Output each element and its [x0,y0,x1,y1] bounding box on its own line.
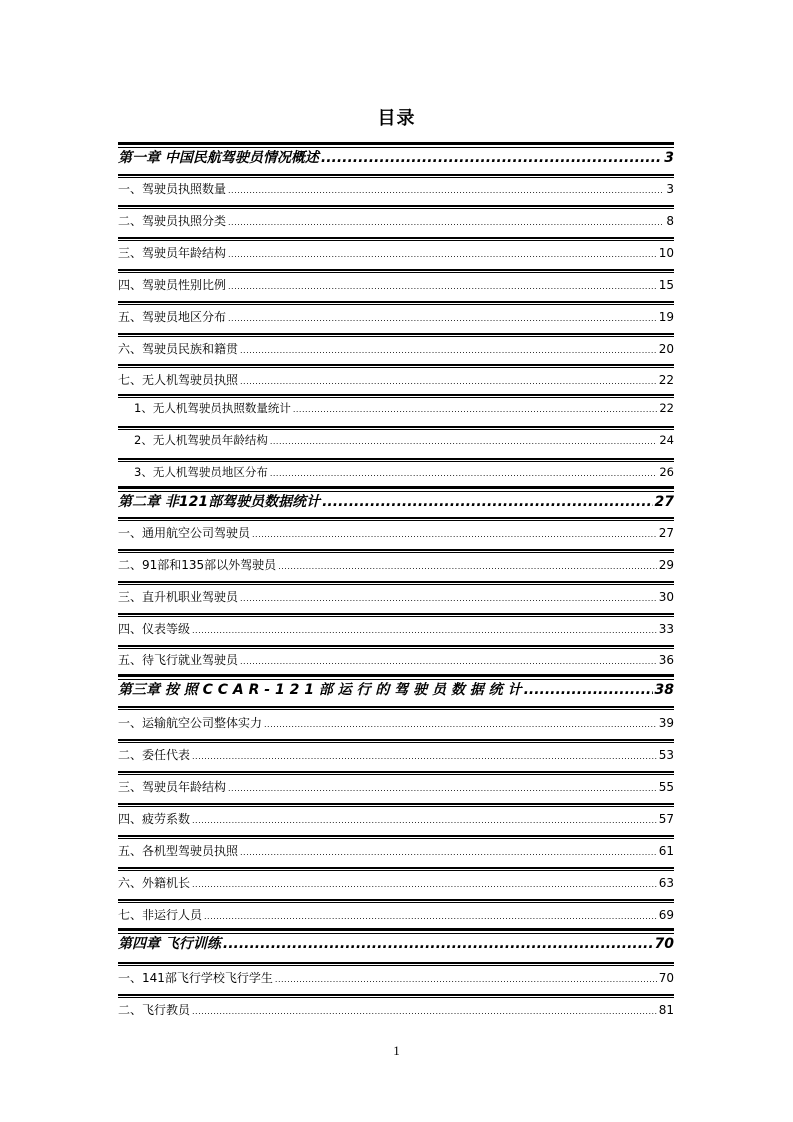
toc-rule [118,174,674,176]
toc-rule [118,205,674,207]
toc-entry-label: 2、无人机驾驶员年龄结构 [134,433,268,447]
toc-entry-label: 三、驾驶员年龄结构 [118,780,227,794]
dot-leader [278,558,657,572]
dot-leader [192,748,657,762]
toc-entry-page: 3 [664,150,674,166]
toc-entry[interactable] [118,212,674,229]
toc-entry[interactable] [118,906,674,923]
toc-entry[interactable] [118,969,674,986]
toc-entry-page: 22 [658,373,674,387]
toc-entry-page: 27 [654,494,674,510]
toc-rule [118,269,674,271]
toc-entry[interactable] [118,588,674,605]
toc-entry-label: 二、驾驶员执照分类 [118,214,227,228]
toc-entry-page: 22 [659,401,674,415]
dot-leader [192,1003,657,1017]
dot-leader [223,936,653,952]
toc-entry[interactable] [118,1001,674,1018]
toc-entry-chapter-4[interactable] [118,933,674,953]
toc-entry[interactable] [118,778,674,795]
toc-rule [118,928,674,931]
dot-leader [293,401,658,415]
toc-rule [118,674,674,677]
toc-entry-label: 第二章 非121部驾驶员数据统计 [118,494,321,510]
toc-entry-page: 10 [658,246,674,260]
toc-rule [118,549,674,551]
dot-leader [192,812,657,826]
dot-leader [240,342,657,356]
toc-entry-chapter-2[interactable] [118,491,674,511]
toc-rule [118,994,674,996]
toc-entry-page: 33 [658,622,674,636]
toc-entry[interactable] [118,746,674,763]
toc-entry-label: 三、直升机职业驾驶员 [118,590,239,604]
toc-entry-page: 19 [658,310,674,324]
dot-leader [240,653,657,667]
toc-entry[interactable] [118,244,674,261]
toc-entry-label: 一、运输航空公司整体实力 [118,716,263,730]
toc-entry-label: 五、待飞行就业驾驶员 [118,653,239,667]
dot-leader [240,590,657,604]
toc-entry-label: 1、无人机驾驶员执照数量统计 [134,401,291,415]
toc-entry[interactable] [118,371,674,388]
toc-entry-page: 26 [659,465,674,479]
dot-leader [192,876,657,890]
toc-entry-label: 一、通用航空公司驾驶员 [118,526,251,540]
toc-entry-page: 70 [658,971,674,985]
toc-entry-label: 四、疲劳系数 [118,812,191,826]
toc-rule [118,962,674,964]
toc-entry-chapter-3[interactable] [118,679,674,699]
toc-entry-label: 二、飞行教员 [118,1003,191,1017]
toc-entry[interactable] [118,524,674,541]
toc-rule [118,364,674,366]
toc-title: 目录 [377,108,416,129]
dot-leader [228,780,657,794]
page-number: 1 [393,1043,400,1058]
toc-entry-label: 一、驾驶员执照数量 [118,182,227,196]
toc-rule [118,486,674,489]
toc-entry-page: 15 [658,278,674,292]
toc-rule [118,645,674,647]
dot-leader [240,373,657,387]
toc-entry-page: 3 [666,182,674,196]
dot-leader [228,310,657,324]
toc-rule [118,867,674,869]
dot-leader [321,150,662,166]
toc-rule [118,835,674,837]
toc-entry[interactable] [118,620,674,637]
toc-entry-sub[interactable] [118,464,674,480]
toc-entry-label: 三、驾驶员年龄结构 [118,246,227,260]
toc-rule [118,333,674,335]
dot-leader [192,622,657,636]
toc-entry[interactable] [118,556,674,573]
toc-entry-label: 第四章 飞行训练 [118,936,221,952]
toc-entry-label: 四、驾驶员性别比例 [118,278,227,292]
toc-entry-page: 8 [666,214,674,228]
dot-leader [270,465,658,479]
toc-entry-page: 20 [658,342,674,356]
toc-entry-page: 55 [658,780,674,794]
toc-entry-page: 24 [659,433,674,447]
dot-leader [228,278,657,292]
toc-entry-label: 二、91部和135部以外驾驶员 [118,558,277,572]
toc-rule [118,426,674,428]
toc-entry[interactable] [118,340,674,357]
toc-entry-label: 五、驾驶员地区分布 [118,310,227,324]
toc-entry-sub[interactable] [118,432,674,448]
toc-entry-label: 六、外籍机长 [118,876,191,890]
toc-entry-page: 70 [654,936,674,952]
toc-entry-label: 七、非运行人员 [118,908,203,922]
toc-entry[interactable] [118,180,674,197]
toc-rule [118,706,674,708]
toc-entry-page: 38 [654,682,674,698]
toc-rule [118,301,674,303]
dot-leader [270,433,658,447]
toc-entry-label: 五、各机型驾驶员执照 [118,844,239,858]
toc-entry[interactable] [118,874,674,891]
toc-entry-page: 39 [658,716,674,730]
toc-entry[interactable] [118,810,674,827]
toc-rule [118,899,674,901]
dot-leader [228,246,657,260]
toc-entry-page: 63 [658,876,674,890]
toc-entry[interactable] [118,714,674,731]
toc-rule [118,581,674,583]
toc-rule [118,458,674,460]
toc-rule [118,517,674,519]
toc-entry-page: 36 [658,653,674,667]
toc-entry-label: 第一章 中国民航驾驶员情况概述 [118,150,319,166]
dot-leader [204,908,657,922]
toc-entry-label: 二、委任代表 [118,748,191,762]
toc-entry-page: 61 [658,844,674,858]
toc-entry[interactable] [118,308,674,325]
toc-rule [118,739,674,741]
toc-rule [118,613,674,615]
toc-entry[interactable] [118,651,674,668]
toc-entry-page: 29 [658,558,674,572]
toc-entry-page: 53 [658,748,674,762]
toc-rule [118,394,674,396]
toc-entry-page: 81 [658,1003,674,1017]
dot-leader [252,526,657,540]
dot-leader [240,844,657,858]
toc-entry-label: 六、驾驶员民族和籍贯 [118,342,239,356]
toc-rule [118,237,674,239]
toc-entry-label: 一、141部飞行学校飞行学生 [118,971,273,985]
toc-entry-sub[interactable] [118,400,674,416]
toc-entry-page: 69 [658,908,674,922]
dot-leader [228,182,664,196]
toc-entry-label: 七、无人机驾驶员执照 [118,373,239,387]
toc-entry-page: 27 [658,526,674,540]
dot-leader [524,682,653,698]
toc-entry-chapter-1[interactable] [118,147,674,167]
toc-entry-label: 第三章 按 照 C C A R - 1 2 1 部 运 行 的 驾 驶 员 数 据 统 计 [118,682,522,698]
toc-rule [118,771,674,773]
dot-leader [228,214,664,228]
dot-leader [275,971,657,985]
toc-entry[interactable] [118,276,674,293]
toc-entry-label: 四、仪表等级 [118,622,191,636]
toc-entry-label: 3、无人机驾驶员地区分布 [134,465,268,479]
toc-entry-page: 30 [658,590,674,604]
toc-entry[interactable] [118,842,674,859]
toc-entry-page: 57 [658,812,674,826]
toc-rule [118,803,674,805]
toc-rule [118,142,674,145]
dot-leader [264,716,657,730]
dot-leader [322,494,652,510]
